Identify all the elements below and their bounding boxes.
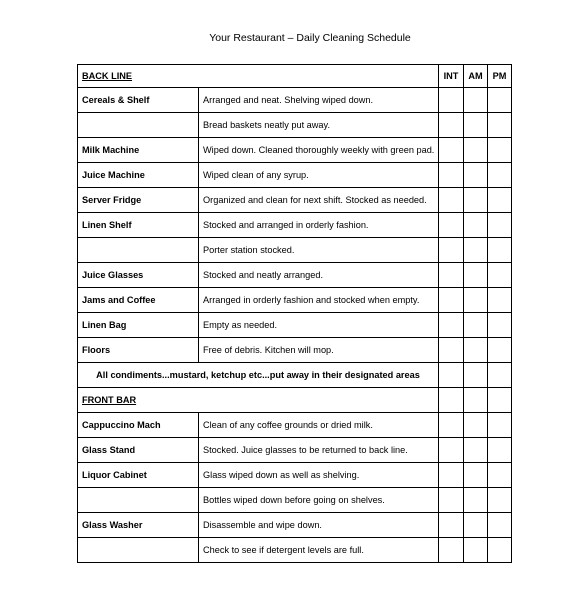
- check-cell: [488, 313, 512, 338]
- check-cell: [439, 213, 464, 238]
- table-row: [78, 438, 512, 463]
- check-cell: [439, 313, 464, 338]
- check-cell: [439, 188, 464, 213]
- item-name: [78, 538, 199, 563]
- item-name: Cappuccino Mach: [78, 413, 199, 438]
- item-name: Server Fridge: [78, 188, 199, 213]
- item-name: Glass Washer: [78, 513, 199, 538]
- table-row: [78, 188, 512, 213]
- task-description: Arranged and neat. Shelving wiped down.: [199, 88, 439, 113]
- table-row: [78, 488, 512, 513]
- section-heading: FRONT BAR: [78, 388, 439, 413]
- check-cell: [488, 113, 512, 138]
- check-cell: [464, 338, 488, 363]
- note-row: [78, 363, 512, 388]
- task-description: Glass wiped down as well as shelving.: [199, 463, 439, 488]
- task-description: Arranged in orderly fashion and stocked when empty.: [199, 288, 439, 313]
- column-header: INT: [439, 65, 464, 88]
- check-cell: [439, 288, 464, 313]
- check-cell: [488, 463, 512, 488]
- check-cell: [488, 488, 512, 513]
- item-name: Linen Shelf: [78, 213, 199, 238]
- check-cell: [439, 438, 464, 463]
- task-description: Bread baskets neatly put away.: [199, 113, 439, 138]
- section-header-row: [78, 65, 512, 88]
- check-cell: [464, 488, 488, 513]
- check-cell: [439, 413, 464, 438]
- check-cell: [439, 138, 464, 163]
- check-cell: [464, 413, 488, 438]
- check-cell: [464, 163, 488, 188]
- item-name: Floors: [78, 338, 199, 363]
- page-title: Your Restaurant – Daily Cleaning Schedule: [209, 32, 411, 44]
- check-cell: [439, 88, 464, 113]
- check-cell: [488, 263, 512, 288]
- check-cell: [488, 363, 512, 388]
- check-cell: [464, 463, 488, 488]
- table-row: [78, 238, 512, 263]
- table-row: [78, 513, 512, 538]
- task-description: Stocked and arranged in orderly fashion.: [199, 213, 439, 238]
- check-cell: [488, 88, 512, 113]
- task-description: Wiped down. Cleaned thoroughly weekly with green pad.: [199, 138, 439, 163]
- task-description: Free of debris. Kitchen will mop.: [199, 338, 439, 363]
- item-name: [78, 488, 199, 513]
- check-cell: [464, 238, 488, 263]
- check-cell: [464, 313, 488, 338]
- check-cell: [488, 238, 512, 263]
- check-cell: [464, 138, 488, 163]
- task-description: Clean of any coffee grounds or dried milk.: [199, 413, 439, 438]
- check-cell: [439, 388, 464, 413]
- check-cell: [488, 188, 512, 213]
- task-description: Empty as needed.: [199, 313, 439, 338]
- task-description: Porter station stocked.: [199, 238, 439, 263]
- item-name: Linen Bag: [78, 313, 199, 338]
- section-heading: BACK LINE: [78, 65, 439, 88]
- check-cell: [488, 338, 512, 363]
- item-name: [78, 238, 199, 263]
- cleaning-schedule-table: [77, 64, 512, 563]
- check-cell: [488, 288, 512, 313]
- table-row: [78, 538, 512, 563]
- section-header-row: [78, 388, 512, 413]
- item-name: Cereals & Shelf: [78, 88, 199, 113]
- check-cell: [488, 163, 512, 188]
- check-cell: [464, 88, 488, 113]
- check-cell: [464, 513, 488, 538]
- check-cell: [439, 238, 464, 263]
- task-description: Organized and clean for next shift. Stocked as needed.: [199, 188, 439, 213]
- section-note: All condiments...mustard, ketchup etc...put away in their designated areas: [78, 363, 439, 388]
- check-cell: [488, 388, 512, 413]
- table-row: [78, 313, 512, 338]
- item-name: [78, 113, 199, 138]
- task-description: Stocked and neatly arranged.: [199, 263, 439, 288]
- table-row: [78, 288, 512, 313]
- check-cell: [464, 188, 488, 213]
- check-cell: [488, 513, 512, 538]
- table-row: [78, 113, 512, 138]
- check-cell: [488, 213, 512, 238]
- table-row: [78, 213, 512, 238]
- check-cell: [439, 263, 464, 288]
- check-cell: [464, 288, 488, 313]
- check-cell: [439, 113, 464, 138]
- item-name: Glass Stand: [78, 438, 199, 463]
- item-name: Jams and Coffee: [78, 288, 199, 313]
- item-name: Milk Machine: [78, 138, 199, 163]
- check-cell: [439, 338, 464, 363]
- table-row: [78, 263, 512, 288]
- check-cell: [488, 538, 512, 563]
- check-cell: [464, 388, 488, 413]
- check-cell: [464, 438, 488, 463]
- column-header: AM: [464, 65, 488, 88]
- check-cell: [439, 163, 464, 188]
- table-row: [78, 463, 512, 488]
- check-cell: [488, 413, 512, 438]
- task-description: Wiped clean of any syrup.: [199, 163, 439, 188]
- check-cell: [464, 363, 488, 388]
- table-row: [78, 338, 512, 363]
- task-description: Check to see if detergent levels are full.: [199, 538, 439, 563]
- check-cell: [439, 513, 464, 538]
- check-cell: [439, 463, 464, 488]
- check-cell: [488, 138, 512, 163]
- task-description: Disassemble and wipe down.: [199, 513, 439, 538]
- task-description: Stocked. Juice glasses to be returned to back line.: [199, 438, 439, 463]
- check-cell: [439, 488, 464, 513]
- check-cell: [464, 213, 488, 238]
- check-cell: [464, 538, 488, 563]
- table-row: [78, 413, 512, 438]
- column-header: PM: [488, 65, 512, 88]
- item-name: Juice Glasses: [78, 263, 199, 288]
- table-row: [78, 88, 512, 113]
- check-cell: [439, 363, 464, 388]
- item-name: Juice Machine: [78, 163, 199, 188]
- check-cell: [464, 113, 488, 138]
- check-cell: [488, 438, 512, 463]
- table-row: [78, 163, 512, 188]
- item-name: Liquor Cabinet: [78, 463, 199, 488]
- table-row: [78, 138, 512, 163]
- task-description: Bottles wiped down before going on shelves.: [199, 488, 439, 513]
- check-cell: [439, 538, 464, 563]
- check-cell: [464, 263, 488, 288]
